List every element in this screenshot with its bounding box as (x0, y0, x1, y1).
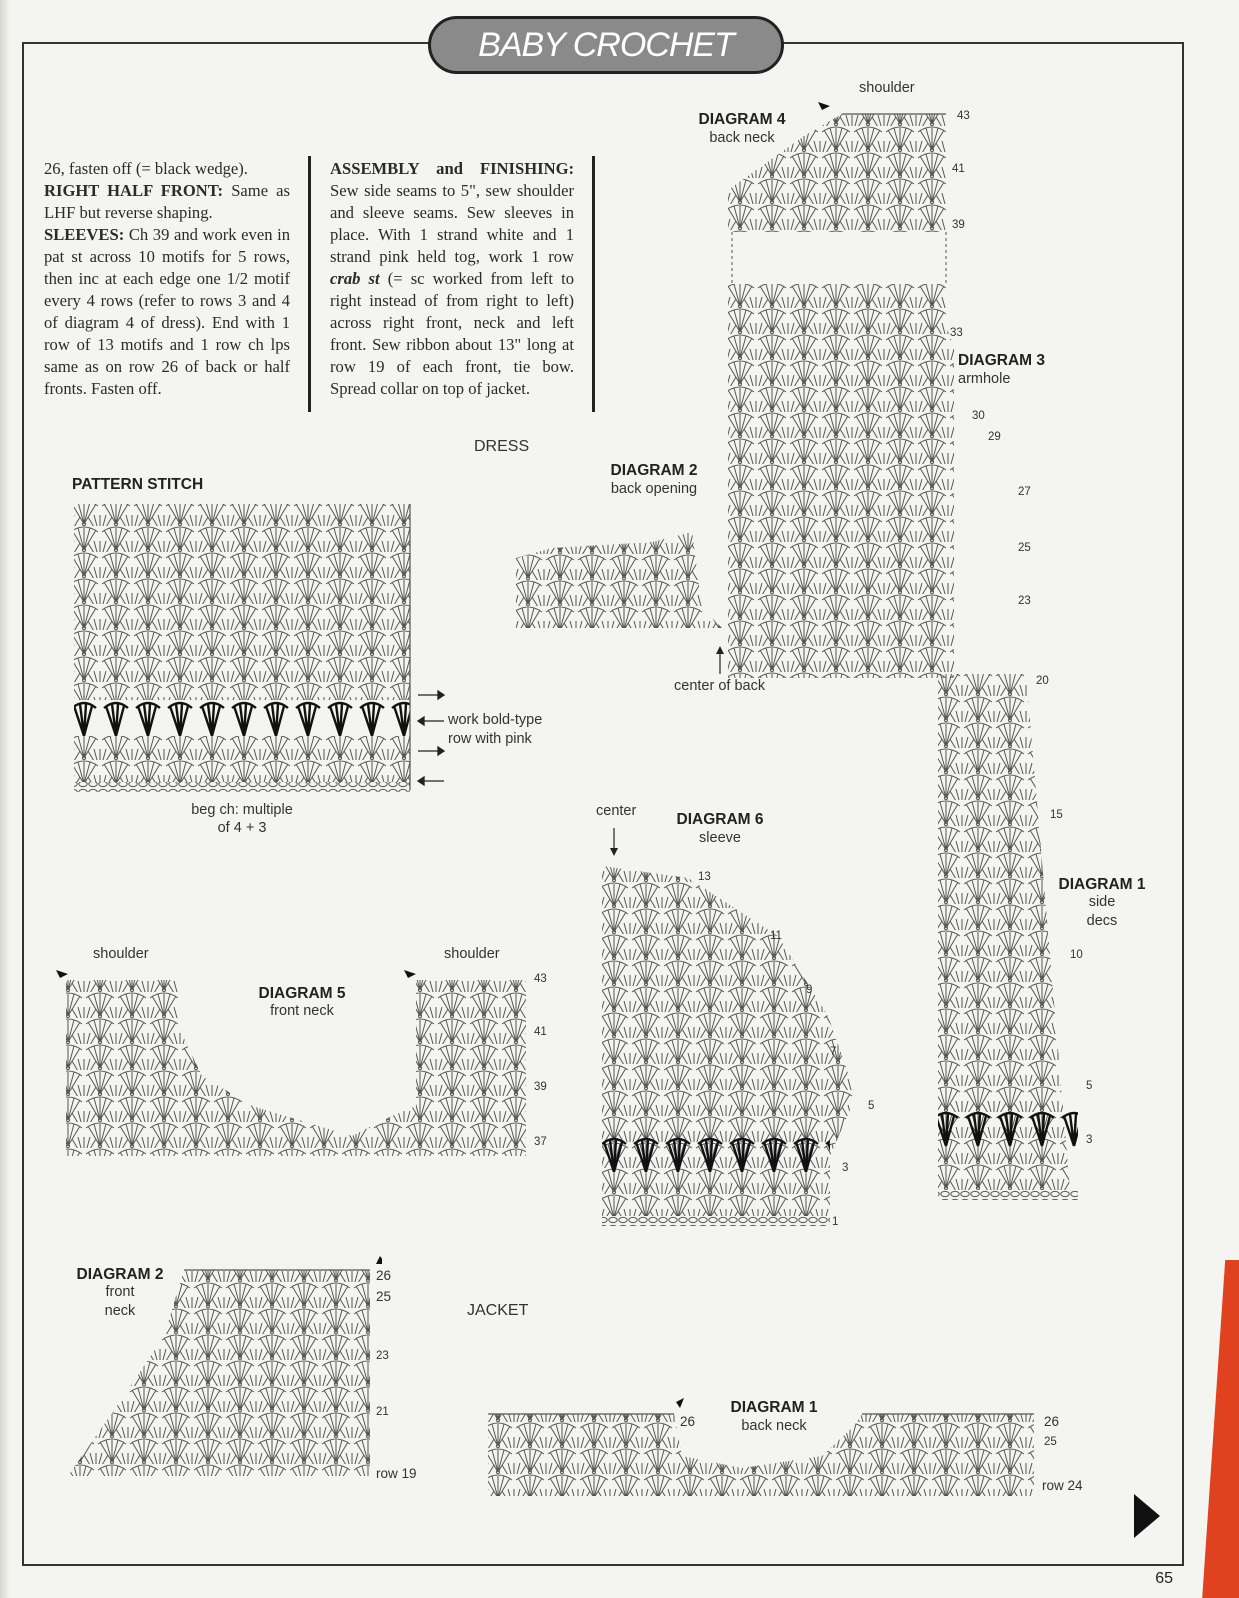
dress-row-3: 3 (1086, 1134, 1093, 1146)
jacket-front-neck-chart (64, 1256, 382, 1486)
pattern-stitch-title: PATTERN STITCH (72, 476, 204, 493)
jacket-diagram-1-title: DIAGRAM 1 (730, 1399, 818, 1416)
dress-row-27: 27 (1018, 486, 1031, 498)
instr-sleeves: SLEEVES: Ch 39 and work even in pat st across 10 motifs for 5 rows, then inc at each edge one 1/2 motif every 4 rows (refer to rows 3 and 4 of diagram 4 of dress). End with 1 row of 13 motifs and 1 row ch lps same as on row 26 of back or half fronts. Fasten off. (44, 225, 290, 398)
sleeve-diagram-6-subtitle: sleeve (699, 830, 741, 846)
sleeve-row-5: 5 (868, 1100, 875, 1112)
dress-row-41: 41 (952, 163, 965, 175)
dress-skirt-chart (930, 670, 1080, 1210)
center-of-back-label: center of back (674, 678, 766, 694)
dress-diagram-3-title: DIAGRAM 3 (958, 352, 1045, 369)
page-number: 65 (1155, 1570, 1173, 1587)
jacket-front-row-25: 25 (376, 1289, 392, 1304)
sleeve-diagram-6-title: DIAGRAM 6 (676, 811, 764, 828)
jacket-front-row-23: 23 (376, 1350, 389, 1362)
work-bold-note-line2: row with pink (448, 731, 532, 747)
dress-diagram-2-title: DIAGRAM 2 (610, 462, 698, 479)
jacket-front-row-21: 21 (376, 1406, 389, 1418)
dress-row-29: 29 (988, 431, 1001, 443)
jacket-back-left-row-26: 26 (680, 1414, 696, 1429)
section-header (428, 16, 784, 74)
sleeve-row-3: 3 (842, 1162, 849, 1174)
front-neck-row-41: 41 (534, 1026, 547, 1038)
dress-row-25: 25 (1018, 542, 1031, 554)
dress-row-10: 10 (1070, 949, 1083, 961)
column-rule (308, 156, 311, 412)
dress-row-23: 23 (1018, 595, 1031, 607)
instr-fasten-off: 26, fasten off (= black wedge). (44, 159, 248, 178)
dress-row-39: 39 (952, 219, 965, 231)
dress-row-5: 5 (1086, 1080, 1093, 1092)
jacket-diagram-2-title: DIAGRAM 2 (76, 1266, 164, 1283)
instructions-column-1 (44, 158, 290, 400)
jacket-diagram-2-subtitle-2: neck (104, 1303, 136, 1319)
dress-row-43: 43 (957, 110, 970, 122)
front-neck-diagram-5-subtitle: front neck (270, 1003, 334, 1019)
sleeve-center-arrow (606, 826, 622, 856)
dress-row-20: 20 (1036, 675, 1049, 687)
instr-assembly: ASSEMBLY and FINISHING: Sew side seams to 5", sew shoulder and sleeve seams. Sew sleeves in place. With 1 strand white and 1 strand pink held tog, work 1 row crab st (= sc worked from left to right instead of from right to left) across right front, neck and left front. Sew ribbon about 13" long at row 19 of each front, tie bow. Spread collar on top of jacket. (330, 159, 574, 398)
page-binding-edge (0, 0, 10, 1598)
front-neck-left-shoulder-label: shoulder (93, 946, 149, 962)
instr-right-half-front: RIGHT HALF FRONT: Same as LHF but reverse shaping. (44, 181, 290, 222)
sleeve-chart (598, 856, 860, 1256)
dress-back-opening-chart (512, 528, 726, 640)
front-neck-row-39: 39 (534, 1081, 547, 1093)
front-neck-right-shoulder-label: shoulder (444, 946, 500, 962)
jacket-back-neck-chart (482, 1396, 1042, 1506)
pattern-stitch-chart (68, 500, 418, 800)
dress-shoulder-label: shoulder (859, 80, 915, 96)
sleeve-row-13: 13 (698, 871, 711, 883)
dress-row-33: 33 (950, 327, 963, 339)
jacket-diagram-1-subtitle: back neck (741, 1418, 807, 1434)
jacket-back-right-row-24: row 24 (1042, 1478, 1083, 1493)
jacket-label: JACKET (467, 1302, 529, 1319)
dress-diagram-3-subtitle: armhole (958, 371, 1011, 387)
dress-diagram-4-title: DIAGRAM 4 (698, 111, 786, 128)
jacket-diagram-2-subtitle-1: front (105, 1284, 135, 1300)
sleeve-center-label: center (596, 803, 637, 819)
dress-diagram-1-title: DIAGRAM 1 (1058, 876, 1146, 893)
sleeve-row-11: 11 (770, 930, 782, 942)
dress-diagram-1-subtitle-1: side (1088, 894, 1116, 910)
dress-diagram-2-subtitle: back opening (610, 481, 698, 497)
sleeve-row-7: 7 (830, 1046, 837, 1058)
dress-diagram-1-subtitle-2: decs (1086, 913, 1118, 929)
front-neck-chart (52, 966, 536, 1166)
dress-row-30: 30 (972, 410, 985, 422)
row-direction-arrows (416, 686, 446, 786)
front-neck-row-37: 37 (534, 1136, 547, 1148)
jacket-front-row-26: 26 (376, 1268, 392, 1283)
section-title: BABY CROCHET (478, 25, 734, 64)
beg-ch-note-line1: beg ch: multiple (191, 802, 293, 818)
sleeve-row-9: 9 (806, 984, 813, 996)
center-of-back-arrow (710, 646, 730, 676)
sleeve-row-1: 1 (832, 1216, 839, 1228)
dress-row-15: 15 (1050, 809, 1063, 821)
beg-ch-note-line2: of 4 + 3 (217, 820, 267, 836)
front-neck-row-43: 43 (534, 973, 547, 985)
work-bold-note-line1: work bold-type (448, 712, 543, 728)
dress-diagram-4-subtitle: back neck (709, 130, 775, 146)
jacket-back-right-row-26: 26 (1044, 1414, 1060, 1429)
dress-label: DRESS (474, 438, 530, 455)
jacket-back-right-row-25: 25 (1044, 1436, 1057, 1448)
front-neck-diagram-5-title: DIAGRAM 5 (258, 985, 346, 1002)
instructions-column-2 (330, 158, 574, 400)
jacket-front-row-19: row 19 (376, 1466, 417, 1481)
next-page-arrow-icon[interactable] (1134, 1494, 1160, 1538)
column-rule (592, 156, 595, 412)
red-page-tab (1193, 1260, 1239, 1598)
dress-bodice-chart (724, 100, 954, 680)
